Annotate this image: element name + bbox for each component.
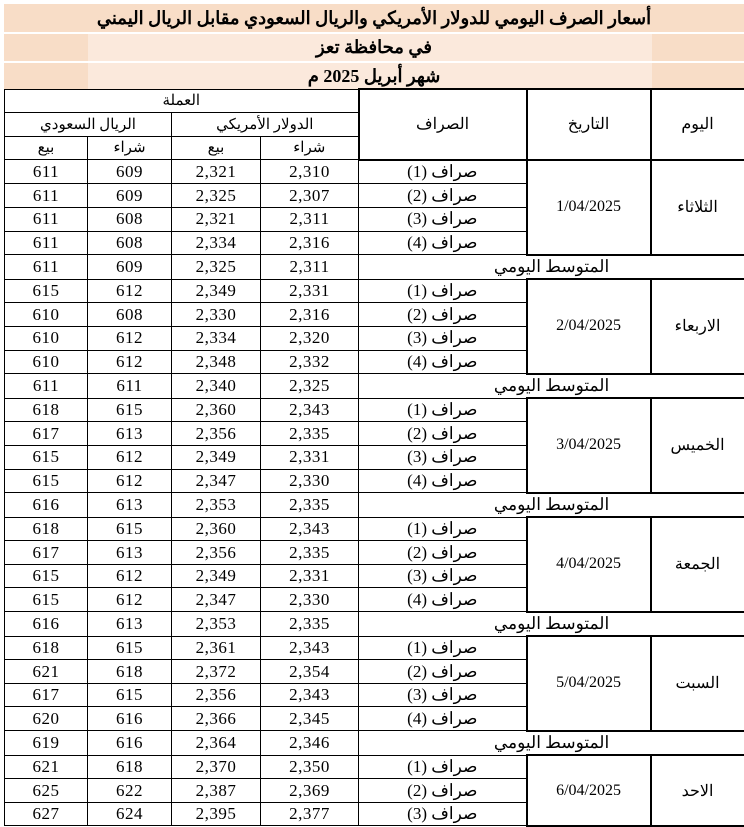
avg-sar-buy-cell: 613 bbox=[88, 493, 172, 518]
usd-buy-cell: 2,343 bbox=[261, 398, 359, 422]
currency-header: العملة bbox=[5, 89, 359, 113]
usd-sell-cell: 2,321 bbox=[172, 207, 261, 231]
usd-sell-cell: 2,325 bbox=[172, 184, 261, 208]
sar-sell-cell: 610 bbox=[5, 326, 88, 350]
sar-buy-cell: 618 bbox=[88, 660, 172, 684]
sar-buy-cell: 612 bbox=[88, 445, 172, 469]
exchanger-cell: صراف (4) bbox=[359, 469, 527, 493]
usd-sell-cell: 2,348 bbox=[172, 350, 261, 374]
daily-average-label: المتوسط اليومي bbox=[359, 374, 744, 399]
usd-buy-cell: 2,350 bbox=[261, 755, 359, 779]
avg-sar-buy-cell: 609 bbox=[88, 255, 172, 280]
sar-sell-header: بيع bbox=[5, 136, 88, 160]
usd-sell-cell: 2,349 bbox=[172, 445, 261, 469]
usd-buy-cell: 2,311 bbox=[261, 207, 359, 231]
usd-buy-cell: 2,330 bbox=[261, 588, 359, 612]
usd-sell-cell: 2,387 bbox=[172, 779, 261, 803]
sar-sell-cell: 620 bbox=[5, 707, 88, 731]
sar-sell-cell: 610 bbox=[5, 303, 88, 327]
sar-sell-cell: 610 bbox=[5, 350, 88, 374]
sar-sell-cell: 615 bbox=[5, 588, 88, 612]
daily-average-row bbox=[5, 612, 744, 637]
header-row-1 bbox=[5, 89, 744, 113]
date-header: التاريخ bbox=[527, 89, 651, 160]
daily-average-row bbox=[5, 255, 744, 280]
sar-buy-cell: 624 bbox=[88, 802, 172, 826]
sar-buy-cell: 612 bbox=[88, 588, 172, 612]
sar-sell-cell: 611 bbox=[5, 207, 88, 231]
usd-buy-cell: 2,369 bbox=[261, 779, 359, 803]
avg-sar-sell-cell: 616 bbox=[5, 493, 88, 518]
usd-header: الدولار الأمريكي bbox=[172, 113, 359, 137]
exchanger-cell: صراف (1) bbox=[359, 398, 527, 422]
sar-sell-cell: 618 bbox=[5, 636, 88, 660]
table-row bbox=[5, 398, 744, 422]
report-title: أسعار الصرف اليومي للدولار الأمريكي والريال السعودي مقابل الريال اليمني bbox=[4, 4, 744, 32]
sar-buy-cell: 612 bbox=[88, 564, 172, 588]
sar-buy-cell: 615 bbox=[88, 517, 172, 541]
sar-buy-cell: 608 bbox=[88, 231, 172, 255]
usd-sell-cell: 2,347 bbox=[172, 588, 261, 612]
sar-sell-cell: 617 bbox=[5, 422, 88, 446]
exchanger-cell: صراف (2) bbox=[359, 541, 527, 565]
exchanger-cell: صراف (1) bbox=[359, 636, 527, 660]
sar-buy-header: شراء bbox=[88, 136, 172, 160]
avg-usd-sell-cell: 2,325 bbox=[172, 255, 261, 280]
date-cell: 4/04/2025 bbox=[527, 517, 651, 611]
usd-buy-cell: 2,331 bbox=[261, 279, 359, 303]
exchanger-cell: صراف (4) bbox=[359, 231, 527, 255]
exchanger-cell: صراف (3) bbox=[359, 802, 527, 826]
avg-usd-sell-cell: 2,364 bbox=[172, 731, 261, 756]
usd-sell-cell: 2,347 bbox=[172, 469, 261, 493]
day-cell: الاحد bbox=[651, 755, 744, 826]
usd-sell-cell: 2,334 bbox=[172, 231, 261, 255]
sar-sell-cell: 617 bbox=[5, 683, 88, 707]
avg-sar-sell-cell: 619 bbox=[5, 731, 88, 756]
sar-buy-cell: 609 bbox=[88, 184, 172, 208]
usd-buy-cell: 2,354 bbox=[261, 660, 359, 684]
usd-buy-cell: 2,330 bbox=[261, 469, 359, 493]
daily-average-row bbox=[5, 374, 744, 399]
sar-buy-cell: 622 bbox=[88, 779, 172, 803]
usd-buy-cell: 2,331 bbox=[261, 445, 359, 469]
day-cell: الاربعاء bbox=[651, 279, 744, 373]
avg-sar-sell-cell: 611 bbox=[5, 255, 88, 280]
sar-sell-cell: 617 bbox=[5, 541, 88, 565]
exchange-rate-table bbox=[4, 88, 744, 827]
exchanger-cell: صراف (4) bbox=[359, 588, 527, 612]
exchanger-cell: صراف (4) bbox=[359, 350, 527, 374]
exchanger-cell: صراف (1) bbox=[359, 160, 527, 184]
report-month: شهر أبريل 2025 م bbox=[4, 63, 744, 90]
sar-sell-cell: 611 bbox=[5, 160, 88, 184]
avg-usd-buy-cell: 2,335 bbox=[261, 612, 359, 637]
usd-buy-cell: 2,335 bbox=[261, 422, 359, 446]
avg-usd-buy-cell: 2,346 bbox=[261, 731, 359, 756]
date-cell: 6/04/2025 bbox=[527, 755, 651, 826]
usd-sell-header: بيع bbox=[172, 136, 261, 160]
day-cell: الثلاثاء bbox=[651, 160, 744, 255]
daily-average-row bbox=[5, 731, 744, 756]
daily-average-label: المتوسط اليومي bbox=[359, 493, 744, 518]
usd-sell-cell: 2,356 bbox=[172, 541, 261, 565]
usd-buy-cell: 2,343 bbox=[261, 636, 359, 660]
avg-usd-buy-cell: 2,325 bbox=[261, 374, 359, 399]
usd-buy-cell: 2,307 bbox=[261, 184, 359, 208]
sar-buy-cell: 608 bbox=[88, 303, 172, 327]
sar-sell-cell: 615 bbox=[5, 445, 88, 469]
usd-sell-cell: 2,349 bbox=[172, 564, 261, 588]
avg-usd-sell-cell: 2,353 bbox=[172, 612, 261, 637]
exchanger-cell: صراف (1) bbox=[359, 517, 527, 541]
avg-usd-buy-cell: 2,335 bbox=[261, 493, 359, 518]
sar-buy-cell: 612 bbox=[88, 350, 172, 374]
usd-buy-cell: 2,310 bbox=[261, 160, 359, 184]
sar-buy-cell: 609 bbox=[88, 160, 172, 184]
table-row bbox=[5, 636, 744, 660]
exchanger-cell: صراف (3) bbox=[359, 326, 527, 350]
sar-buy-cell: 612 bbox=[88, 279, 172, 303]
usd-sell-cell: 2,349 bbox=[172, 279, 261, 303]
usd-sell-cell: 2,395 bbox=[172, 802, 261, 826]
exchanger-cell: صراف (2) bbox=[359, 184, 527, 208]
sar-buy-cell: 615 bbox=[88, 636, 172, 660]
sar-buy-cell: 612 bbox=[88, 469, 172, 493]
exchanger-cell: صراف (3) bbox=[359, 445, 527, 469]
sar-buy-cell: 615 bbox=[88, 398, 172, 422]
usd-buy-header: شراء bbox=[261, 136, 359, 160]
usd-buy-cell: 2,316 bbox=[261, 231, 359, 255]
sar-buy-cell: 608 bbox=[88, 207, 172, 231]
sar-buy-cell: 616 bbox=[88, 707, 172, 731]
sar-buy-cell: 613 bbox=[88, 422, 172, 446]
usd-sell-cell: 2,356 bbox=[172, 683, 261, 707]
usd-sell-cell: 2,334 bbox=[172, 326, 261, 350]
usd-buy-cell: 2,377 bbox=[261, 802, 359, 826]
avg-usd-buy-cell: 2,311 bbox=[261, 255, 359, 280]
sar-buy-cell: 618 bbox=[88, 755, 172, 779]
table-row bbox=[5, 755, 744, 779]
table-row bbox=[5, 160, 744, 184]
sar-sell-cell: 615 bbox=[5, 469, 88, 493]
exchanger-cell: صراف (3) bbox=[359, 683, 527, 707]
report-governorate: في محافظة تعز bbox=[4, 34, 744, 61]
daily-average-label: المتوسط اليومي bbox=[359, 612, 744, 637]
sar-sell-cell: 618 bbox=[5, 517, 88, 541]
exchanger-header: الصراف bbox=[359, 89, 527, 160]
sar-buy-cell: 612 bbox=[88, 326, 172, 350]
avg-sar-buy-cell: 611 bbox=[88, 374, 172, 399]
avg-sar-buy-cell: 613 bbox=[88, 612, 172, 637]
usd-sell-cell: 2,366 bbox=[172, 707, 261, 731]
title-block bbox=[4, 4, 744, 92]
exchanger-cell: صراف (2) bbox=[359, 422, 527, 446]
sar-header: الريال السعودي bbox=[5, 113, 172, 137]
usd-buy-cell: 2,331 bbox=[261, 564, 359, 588]
usd-sell-cell: 2,356 bbox=[172, 422, 261, 446]
usd-buy-cell: 2,335 bbox=[261, 541, 359, 565]
usd-buy-cell: 2,343 bbox=[261, 683, 359, 707]
sar-buy-cell: 615 bbox=[88, 683, 172, 707]
exchanger-cell: صراف (1) bbox=[359, 279, 527, 303]
sar-sell-cell: 621 bbox=[5, 660, 88, 684]
sar-sell-cell: 611 bbox=[5, 184, 88, 208]
sar-sell-cell: 618 bbox=[5, 398, 88, 422]
exchanger-cell: صراف (1) bbox=[359, 755, 527, 779]
sar-sell-cell: 615 bbox=[5, 564, 88, 588]
sar-sell-cell: 615 bbox=[5, 279, 88, 303]
usd-buy-cell: 2,345 bbox=[261, 707, 359, 731]
usd-sell-cell: 2,330 bbox=[172, 303, 261, 327]
day-cell: الخميس bbox=[651, 398, 744, 492]
exchanger-cell: صراف (3) bbox=[359, 564, 527, 588]
usd-sell-cell: 2,360 bbox=[172, 398, 261, 422]
daily-average-label: المتوسط اليومي bbox=[359, 731, 744, 756]
table-body bbox=[5, 89, 744, 826]
usd-buy-cell: 2,343 bbox=[261, 517, 359, 541]
usd-sell-cell: 2,360 bbox=[172, 517, 261, 541]
table-row bbox=[5, 517, 744, 541]
sar-sell-cell: 611 bbox=[5, 231, 88, 255]
usd-sell-cell: 2,372 bbox=[172, 660, 261, 684]
usd-sell-cell: 2,370 bbox=[172, 755, 261, 779]
avg-usd-sell-cell: 2,353 bbox=[172, 493, 261, 518]
usd-buy-cell: 2,332 bbox=[261, 350, 359, 374]
day-cell: السبت bbox=[651, 636, 744, 730]
usd-buy-cell: 2,316 bbox=[261, 303, 359, 327]
sar-buy-cell: 613 bbox=[88, 541, 172, 565]
exchanger-cell: صراف (3) bbox=[359, 207, 527, 231]
sar-sell-cell: 621 bbox=[5, 755, 88, 779]
day-header: اليوم bbox=[651, 89, 744, 160]
daily-average-label: المتوسط اليومي bbox=[359, 255, 744, 280]
avg-usd-sell-cell: 2,340 bbox=[172, 374, 261, 399]
usd-sell-cell: 2,321 bbox=[172, 160, 261, 184]
date-cell: 2/04/2025 bbox=[527, 279, 651, 373]
avg-sar-buy-cell: 616 bbox=[88, 731, 172, 756]
usd-sell-cell: 2,361 bbox=[172, 636, 261, 660]
daily-average-row bbox=[5, 493, 744, 518]
day-cell: الجمعة bbox=[651, 517, 744, 611]
exchanger-cell: صراف (2) bbox=[359, 660, 527, 684]
avg-sar-sell-cell: 616 bbox=[5, 612, 88, 637]
exchanger-cell: صراف (4) bbox=[359, 707, 527, 731]
date-cell: 1/04/2025 bbox=[527, 160, 651, 255]
exchanger-cell: صراف (2) bbox=[359, 303, 527, 327]
date-cell: 3/04/2025 bbox=[527, 398, 651, 492]
avg-sar-sell-cell: 611 bbox=[5, 374, 88, 399]
exchanger-cell: صراف (2) bbox=[359, 779, 527, 803]
table-row bbox=[5, 279, 744, 303]
sar-sell-cell: 627 bbox=[5, 802, 88, 826]
sar-sell-cell: 625 bbox=[5, 779, 88, 803]
date-cell: 5/04/2025 bbox=[527, 636, 651, 730]
usd-buy-cell: 2,320 bbox=[261, 326, 359, 350]
